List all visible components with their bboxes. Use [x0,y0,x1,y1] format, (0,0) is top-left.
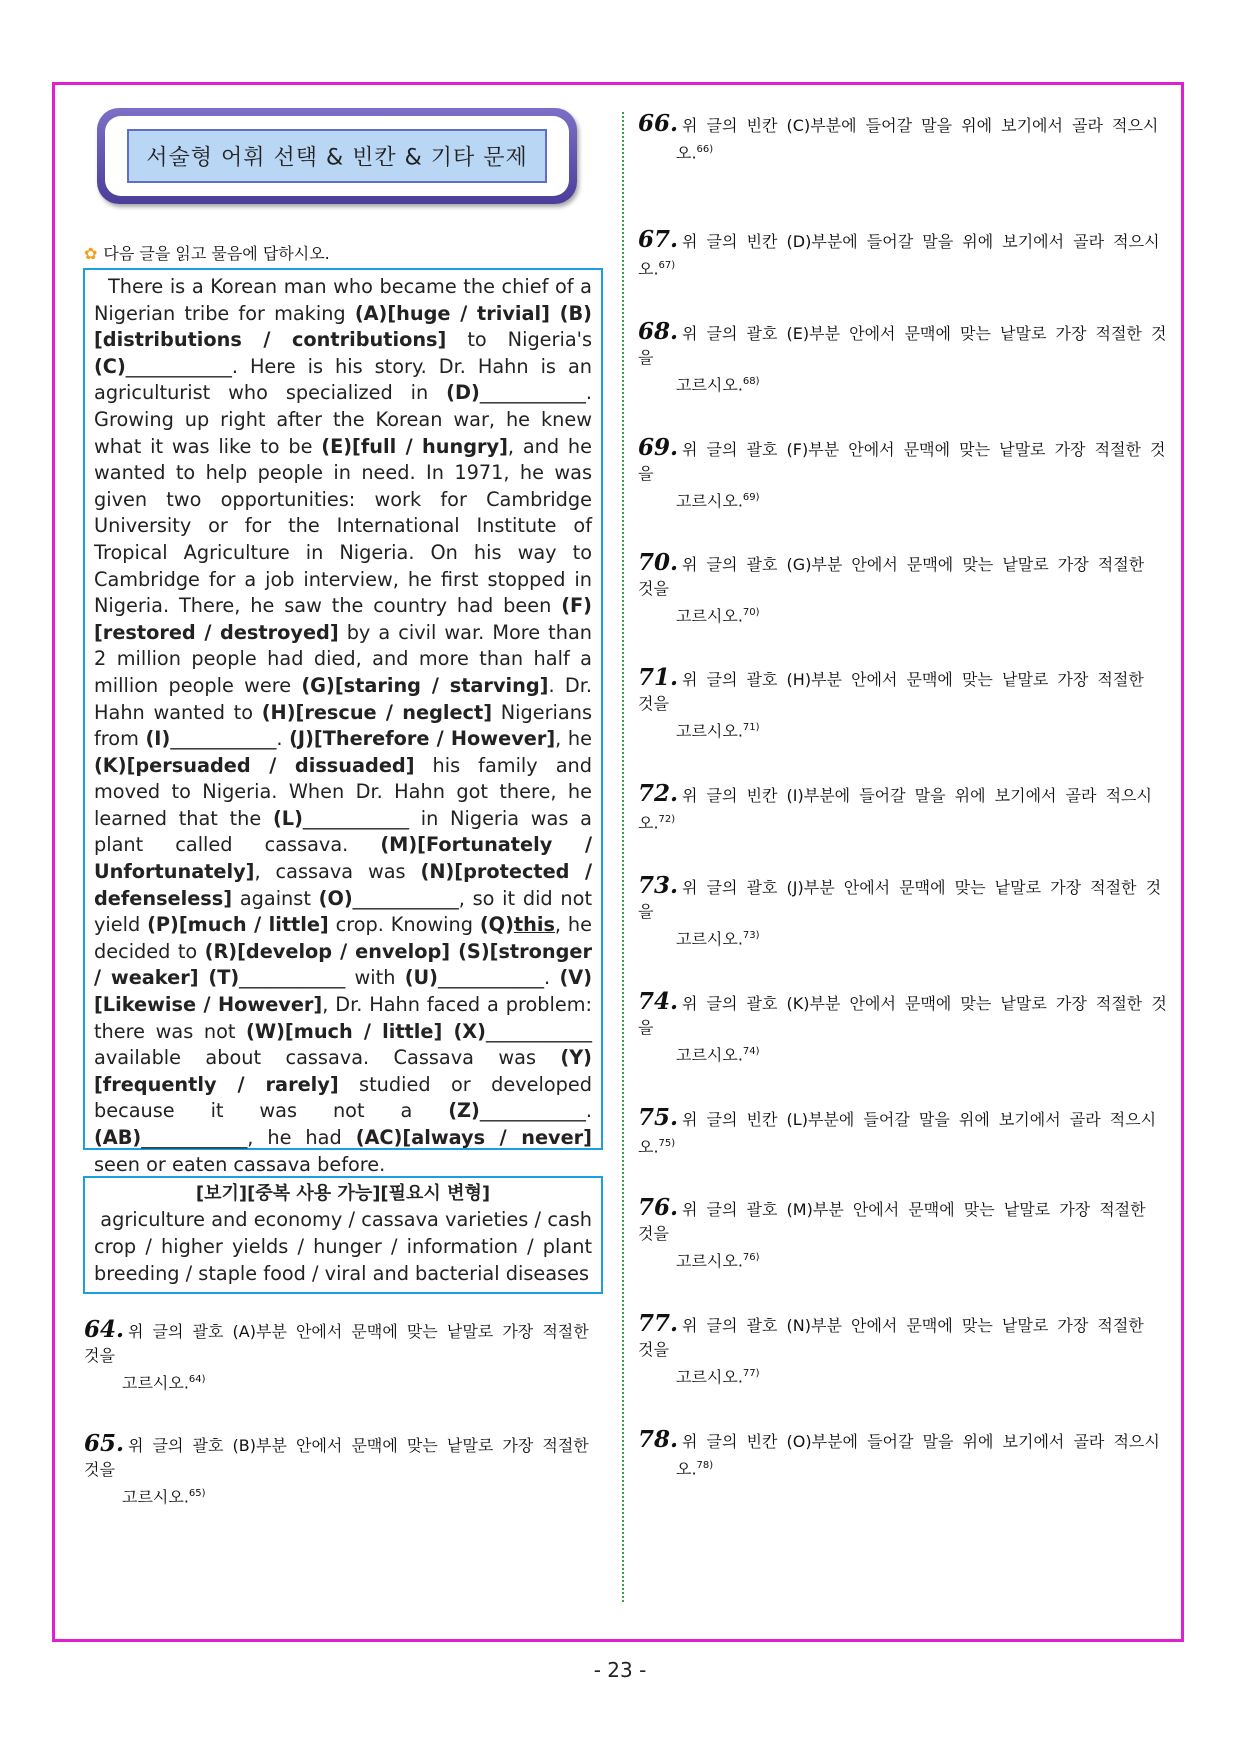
question-65: 65. 위 글의 괄호 (B)부분 안에서 문맥에 맞는 낱말로 가장 적절한 것을 고르시오.$^{65)}$ [84,1430,589,1507]
question-78: 78. 위 글의 빈칸 (O)부분에 들어갈 말을 위에 보기에서 골라 적으시 오.$^{78)}$ [638,1426,1160,1479]
passage-bold-run: (Y)[frequently / rarely] [94,1046,592,1096]
passage-text-run: , cassava was [254,860,421,884]
passage-bold-run: (N)[protected / defenseless] [94,860,592,910]
section-title: 서술형 어휘 선택 & 빈칸 & 기타 문제 [146,145,528,171]
passage-text-run: . Dr. Hahn wanted to [94,673,592,724]
question-71: 71. 위 글의 괄호 (H)부분 안에서 문맥에 맞는 낱말로 가장 적절한 것을 고르시오.$^{71)}$ [638,664,1144,741]
passage-bold-run: (E)[full / hungry] [321,434,508,458]
passage-text-run: ___________. [170,727,290,751]
instruction-text: 다음 글을 읽고 물음에 답하시오. [103,244,330,263]
passage-bold-run: (V)[Likewise / However] [94,966,592,1017]
passage-bold-run: (R)[develop / envelop] (S)[stronger / weaker] (T) [94,939,593,990]
passage-text-run: by a civil war. More than 2 million people had died, and more than half a million people were [94,620,593,697]
reading-passage [83,268,603,1176]
question-73: 73. 위 글의 괄호 (J)부분 안에서 문맥에 맞는 낱말로 가장 적절한 것을 고르시오.$^{73)}$ [638,872,1162,949]
passage-bold-run: (J)[Therefore / However] [289,727,556,751]
passage-text-run: to Nigeria's [446,328,592,352]
passage-text-run: ___________. [437,966,560,990]
question-66: 66. 위 글의 빈칸 (C)부분에 들어갈 말을 위에 보기에서 골라 적으시 오.$^{66)}$ [638,110,1159,163]
passage-text-run: ___________ in Nigeria was a plant called cassava. [94,806,592,857]
passage-text-run: ___________. [479,1099,592,1123]
passage-bold-run: (W)[much / little] (X) [246,1019,486,1043]
passage-bold-run: (O) [318,886,353,910]
passage-bold-run: (Q) [479,913,514,937]
question-68: 68. 위 글의 괄호 (E)부분 안에서 문맥에 맞는 낱말로 가장 적절한 것을 고르시오.$^{68)}$ [638,318,1167,395]
passage-bold-run: (M)[Fortunately / Unfortunately] [94,833,592,884]
passage-text-run: , he [555,727,593,751]
passage-bold-run: (AC)[always / never] [355,1126,592,1149]
question-72: 72. 위 글의 빈칸 (I)부분에 들어갈 말을 위에 보기에서 골라 적으시오.$^{72)}$ [638,780,1152,833]
passage-text-run: ___________, he had [141,1126,356,1149]
passage-bold-run: (C) [94,354,126,378]
passage-text-run: , Dr. Hahn faced a problem: there was not [94,993,592,1043]
word-bank-list: agriculture and economy / cassava varieties / cash crop / higher yields / hunger / information / plant breeding / staple food / viral and bacterial diseases [94,1208,592,1285]
question-76: 76. 위 글의 괄호 (M)부분 안에서 문맥에 맞는 낱말로 가장 적절한 것을 고르시오.$^{76)}$ [638,1194,1146,1271]
passage-bold-run: (Z) [448,1099,480,1123]
question-77: 77. 위 글의 괄호 (N)부분 안에서 문맥에 맞는 낱말로 가장 적절한 것을 고르시오.$^{77)}$ [638,1310,1144,1387]
passage-bold-run: (F)[restored / destroyed] [94,594,592,644]
passage-bold-run: (K)[persuaded / dissuaded] [94,753,415,777]
passage-text-run: his family and moved to Nigeria. When Dr. Hahn got there, he learned that the [94,753,592,830]
passage-text-run: against [232,886,319,910]
passage-text-run: ___________ with [239,966,405,990]
section-title-banner [97,108,577,204]
word-bank-title: [보기][중복 사용 가능][필요시 변형] [195,1183,491,1204]
passage-bold-run: this [513,913,555,937]
passage-text-run: , he decided to [94,913,593,963]
passage-text-run: ___________. Here is his story. Dr. Hahn is an agriculturist who specialized in [94,354,592,405]
passage-text-run: , and he wanted to help people in need. In 1971, he was given two opportunities: work for Cambridge University or for the International Institute of Tropical Agriculture in Nigeria. On his way to Cambridge for a job interview, he first stopped in Nigeria. There, he saw the country had been [94,434,593,618]
passage-text-run: ___________. Growing up right after the Korean war, he knew what it was like to be [94,381,592,458]
passage-bold-run: (AB) [94,1126,142,1149]
passage-text-run: crop. Knowing [328,913,480,937]
passage-bold-run: (P)[much / little] [147,913,329,937]
passage-text-run: ___________, so it did not yield [94,886,592,937]
passage-bold-run: (H)[rescue / neglect] [261,700,493,724]
passage-text-run: There is a Korean man who became the chief of a Nigerian tribe for making [94,275,592,325]
passage-bold-run: (G)[staring / starving] [301,673,549,697]
question-70: 70. 위 글의 괄호 (G)부분 안에서 문맥에 맞는 낱말로 가장 적절한 것을 고르시오.$^{70)}$ [638,549,1145,626]
question-75: 75. 위 글의 빈칸 (L)부분에 들어갈 말을 위에 보기에서 골라 적으시오.$^{75)}$ [638,1104,1157,1157]
passage-bold-run: (I) [145,727,171,751]
passage-bold-run: (A)[huge / trivial] (B)[distributions / contributions] [94,301,592,352]
passage-bold-run: (U) [404,966,438,990]
passage-text-run: ___________ available about cassava. Cassava was [94,1019,592,1070]
passage-text-run: seen or eaten cassava before. [94,1152,386,1176]
flower-bullet-icon: ✿ [84,244,98,263]
column-divider [622,112,624,1602]
passage-bold-run: (L) [273,806,303,830]
word-bank-box [83,1176,603,1294]
question-69: 69. 위 글의 괄호 (F)부분 안에서 문맥에 맞는 낱말로 가장 적절한 것을 고르시오.$^{69)}$ [638,434,1166,511]
instruction [84,241,330,264]
passage-bold-run: (D) [446,381,480,405]
question-67: 67. 위 글의 빈칸 (D)부분에 들어갈 말을 위에 보기에서 골라 적으시오.$^{67)}$ [638,226,1160,279]
passage-text-run: Nigerians from [94,700,592,751]
question-74: 74. 위 글의 괄호 (K)부분 안에서 문맥에 맞는 낱말로 가장 적절한 것을 고르시오.$^{74)}$ [638,988,1167,1065]
passage-text-run: studied or developed because it was not a [94,1072,592,1123]
question-64: 64. 위 글의 괄호 (A)부분 안에서 문맥에 맞는 낱말로 가장 적절한 것을 고르시오.$^{64)}$ [84,1316,589,1393]
page-number: - 23 - [593,1658,647,1682]
